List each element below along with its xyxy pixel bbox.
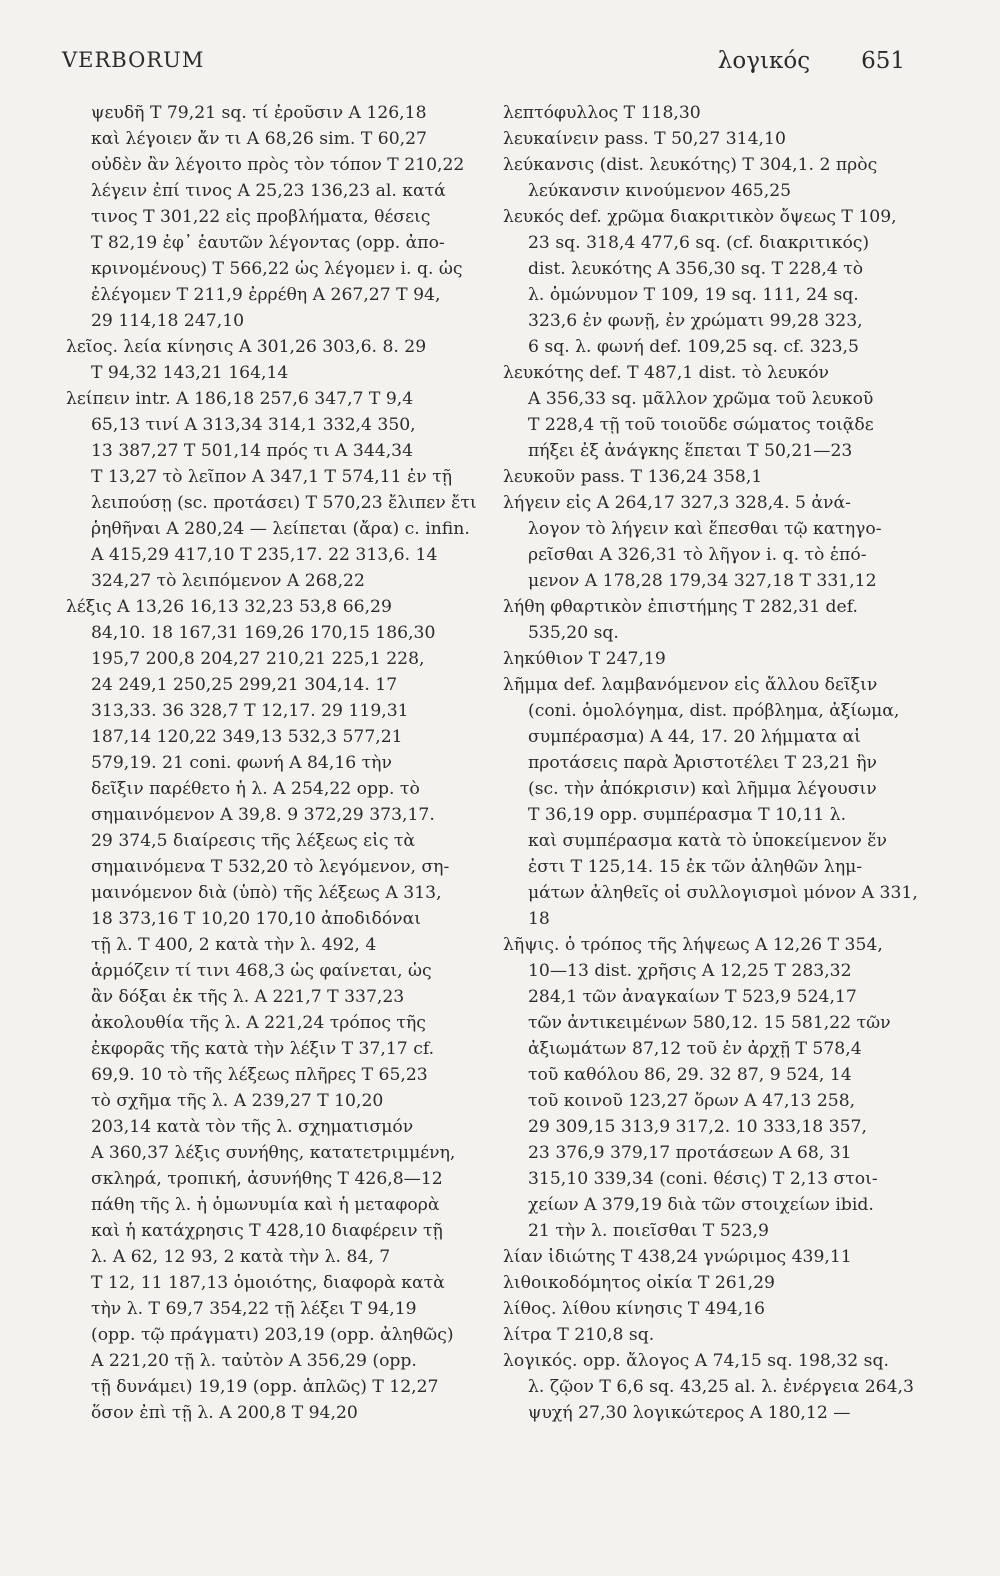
entry-continuation-line: 323,6 ἐν φωνῇ, ἐν χρώματι 99,28 323, [528, 311, 863, 331]
entry-continuation-line: ρεῖσθαι Α 326,31 τὸ λῆγον i. q. τὸ ἑπό- [528, 545, 867, 565]
entry-continuation-line: 69,9. 10 τὸ τῆς λέξεως πλῆρες Τ 65,23 [91, 1065, 428, 1085]
entry-continuation-line: Τ 94,32 143,21 164,14 [91, 363, 289, 383]
entry-continuation-line: ἐλέγομεν Τ 211,9 ἐρρέθη Α 267,27 Τ 94, [91, 285, 441, 305]
entry-continuation-line: δεῖξιν παρέθετο ἡ λ. Α 254,22 opp. τὸ [91, 779, 420, 799]
entry-continuation-line: 313,33. 36 328,7 Τ 12,17. 29 119,31 [91, 701, 409, 721]
entry-continuation-line: τὸ σχῆμα τῆς λ. Α 239,27 Τ 10,20 [91, 1091, 384, 1111]
entry-continuation-line: πήξει ἐξ ἀνάγκης ἕπεται Τ 50,21—23 [528, 441, 853, 461]
entry-continuation-line: 284,1 τῶν ἀναγκαίων Τ 523,9 524,17 [528, 987, 857, 1007]
entry-continuation-line: ψυχή 27,30 λογικώτερος Α 180,12 — [528, 1403, 851, 1423]
entry-continuation-line: Τ 36,19 opp. συμπέρασμα Τ 10,11 λ. [528, 805, 847, 825]
entry-continuation-line: τοῦ καθόλου 86, 29. 32 87, 9 524, 14 [528, 1065, 852, 1085]
entry-headword-line: λίτρα Τ 210,8 sq. [503, 1325, 655, 1345]
entry-continuation-line: τὴν λ. Τ 69,7 354,22 τῇ λέξει Τ 94,19 [91, 1299, 417, 1319]
entry-continuation-line: 13 387,27 Τ 501,14 πρός τι Α 344,34 [91, 441, 414, 461]
entry-continuation-line: 203,14 κατὰ τὸν τῆς λ. σχηματισμόν [91, 1117, 414, 1137]
entry-continuation-line: ῥηθῆναι Α 280,24 — λείπεται (ἄρα) c. infin. [91, 519, 470, 539]
entry-headword-line: λευκότης def. Τ 487,1 dist. τὸ λευκόν [503, 363, 829, 383]
entry-continuation-line: λ. Α 62, 12 93, 2 κατὰ τὴν λ. 84, 7 [91, 1247, 391, 1267]
entry-continuation-line: οὐδὲν ἂν λέγοιτο πρὸς τὸν τόπον Τ 210,22 [91, 155, 465, 175]
entry-continuation-line: (sc. τὴν ἀπόκρισιν) καὶ λῆμμα λέγουσιν [528, 779, 877, 799]
entry-continuation-line: 29 114,18 247,10 [91, 311, 245, 331]
page-number: 651 [861, 48, 905, 74]
entry-continuation-line: 29 374,5 διαίρεσις τῆς λέξεως εἰς τὰ [91, 831, 416, 851]
entry-continuation-line: τινος Τ 301,22 εἰς προβλήματα, θέσεις [91, 207, 431, 227]
entry-continuation-line: 18 373,16 Τ 10,20 170,10 ἀποδιδόναι [91, 909, 421, 929]
left-column [66, 100, 478, 1426]
running-head-right [718, 48, 905, 74]
entry-continuation-line: 10—13 dist. χρῆσις Α 12,25 Τ 283,32 [528, 961, 852, 981]
entry-continuation-line: Α 356,33 sq. μᾶλλον χρῶμα τοῦ λευκοῦ [528, 389, 874, 409]
entry-continuation-line: μάτων ἀληθεῖς οἱ συλλογισμοὶ μόνον Α 331, [528, 883, 918, 903]
entry-continuation-line: Τ 12, 11 187,13 ὁμοιότης, διαφορὰ κατὰ [91, 1273, 445, 1293]
entry-continuation-line: καὶ συμπέρασμα κατὰ τὸ ὑποκείμενον ἕν [528, 831, 887, 851]
entry-headword-line: λέξις Α 13,26 16,13 32,23 53,8 66,29 [66, 597, 392, 617]
entry-headword-line: λευκαίνειν pass. Τ 50,27 314,10 [503, 129, 786, 149]
entry-continuation-line: Α 360,37 λέξις συνήθης, κατατετριμμένη, [91, 1143, 456, 1163]
entry-continuation-line: πάθη τῆς λ. ἡ ὁμωνυμία καὶ ἡ μεταφορὰ [91, 1195, 440, 1215]
entry-continuation-line: 84,10. 18 167,31 169,26 170,15 186,30 [91, 623, 436, 643]
entry-continuation-line: dist. λευκότης Α 356,30 sq. Τ 228,4 τὸ [528, 259, 864, 279]
entry-continuation-line: τῶν ἀντικειμένων 580,12. 15 581,22 τῶν [528, 1013, 891, 1033]
entry-headword-line: λίθος. λίθου κίνησις Τ 494,16 [503, 1299, 765, 1319]
entry-continuation-line: Τ 228,4 τῇ τοῦ τοιοῦδε σώματος τοιᾷδε [528, 415, 874, 435]
entry-continuation-line: ἀκολουθία τῆς λ. Α 221,24 τρόπος τῆς [91, 1013, 426, 1033]
entry-headword-line: λεύκανσις (dist. λευκότης) Τ 304,1. 2 πρὸς [503, 155, 878, 175]
entry-headword-line: ληκύθιον Τ 247,19 [503, 649, 666, 669]
entry-headword-line: λήθη φθαρτικὸν ἐπιστήμης Τ 282,31 def. [503, 597, 858, 617]
entry-continuation-line: λεύκανσιν κινούμενον 465,25 [528, 181, 792, 201]
entry-continuation-line: 65,13 τινί Α 313,34 314,1 332,4 350, [91, 415, 416, 435]
entry-continuation-line: σκληρά, τροπική, ἀσυνήθης Τ 426,8—12 [91, 1169, 443, 1189]
entry-continuation-line: 315,10 339,34 (coni. θέσις) Τ 2,13 στοι- [528, 1169, 878, 1189]
entry-headword-line: λῆψις. ὁ τρόπος τῆς λήψεως Α 12,26 Τ 354, [503, 935, 883, 955]
entry-continuation-line: Τ 82,19 ἐφ᾿ ἑαυτῶν λέγοντας (opp. ἀπο- [91, 233, 445, 253]
entry-headword-line: λήγειν εἰς Α 264,17 327,3 328,4. 5 ἀνά- [503, 493, 851, 513]
entry-continuation-line: τοῦ κοινοῦ 123,27 ὅρων Α 47,13 258, [528, 1091, 856, 1111]
right-column [503, 100, 918, 1426]
entry-continuation-line: λ. ζῷον Τ 6,6 sq. 43,25 al. λ. ἐνέργεια 264,3 [528, 1377, 914, 1397]
entry-continuation-line: τῇ λ. Τ 400, 2 κατὰ τὴν λ. 492, 4 [91, 935, 377, 955]
entry-continuation-line: 21 τὴν λ. ποιεῖσθαι Τ 523,9 [528, 1221, 769, 1241]
entry-continuation-line: 6 sq. λ. φωνή def. 109,25 sq. cf. 323,5 [528, 337, 859, 357]
entry-continuation-line: Α 221,20 τῇ λ. ταὐτὸν Α 356,29 (opp. [91, 1351, 417, 1371]
entry-continuation-line: λειπούσῃ (sc. προτάσει) Τ 570,23 ἔλιπεν ἔτι [91, 493, 477, 513]
running-head-left: VERBORUM [62, 48, 205, 72]
running-headword: λογικός [717, 48, 811, 74]
entry-continuation-line: ψευδῆ Τ 79,21 sq. τί ἐροῦσιν Α 126,18 [91, 103, 427, 123]
entry-continuation-line: ὅσον ἐπὶ τῇ λ. Α 200,8 Τ 94,20 [91, 1403, 358, 1423]
entry-headword-line: λεῖος. λεία κίνησις Α 301,26 303,6. 8. 29 [66, 337, 427, 357]
entry-headword-line: λῆμμα def. λαμβανόμενον εἰς ἄλλου δεῖξιν [503, 675, 878, 695]
entry-continuation-line: προτάσεις παρὰ Ἀριστοτέλει Τ 23,21 ἣν [528, 753, 878, 773]
entry-continuation-line: ἁρμόζειν τί τινι 468,3 ὡς φαίνεται, ὡς [91, 961, 432, 981]
entry-headword-line: λογικός. opp. ἄλογος Α 74,15 sq. 198,32 sq. [503, 1351, 889, 1371]
entry-continuation-line: λ. ὁμώνυμον Τ 109, 19 sq. 111, 24 sq. [528, 285, 859, 305]
entry-headword-line: λευκοῦν pass. Τ 136,24 358,1 [503, 467, 763, 487]
entry-continuation-line: τῇ δυνάμει) 19,19 (opp. ἁπλῶς) Τ 12,27 [91, 1377, 439, 1397]
entry-continuation-line: 23 sq. 318,4 477,6 sq. (cf. διακριτικός) [528, 233, 870, 253]
entry-continuation-line: καὶ ἡ κατάχρησις Τ 428,10 διαφέρειν τῇ [91, 1221, 443, 1241]
entry-continuation-line: μενον Α 178,28 179,34 327,18 Τ 331,12 [528, 571, 877, 591]
entry-headword-line: λίαν ἰδιώτης Τ 438,24 γνώριμος 439,11 [503, 1247, 852, 1267]
entry-headword-line: λευκός def. χρῶμα διακριτικὸν ὄψεως Τ 109, [503, 207, 897, 227]
entry-continuation-line: 579,19. 21 coni. φωνή Α 84,16 τὴν [91, 753, 392, 773]
entry-continuation-line: σημαινόμενα Τ 532,20 τὸ λεγόμενον, ση- [91, 857, 450, 877]
entry-continuation-line: ἐστι Τ 125,14. 15 ἐκ τῶν ἀληθῶν λημ- [528, 857, 863, 877]
entry-continuation-line: 324,27 τὸ λειπόμενον Α 268,22 [91, 571, 365, 591]
entry-continuation-line: 18 [528, 909, 550, 929]
entry-continuation-line: ἂν δόξαι ἐκ τῆς λ. Α 221,7 Τ 337,23 [91, 987, 405, 1007]
entry-continuation-line: κρινομένους) Τ 566,22 ὡς λέγομεν i. q. ὡς [91, 259, 463, 279]
entry-continuation-line: λέγειν ἐπί τινος Α 25,23 136,23 al. κατά [91, 181, 446, 201]
entry-continuation-line: 195,7 200,8 204,27 210,21 225,1 228, [91, 649, 425, 669]
entry-continuation-line: 23 376,9 379,17 προτάσεων Α 68, 31 [528, 1143, 852, 1163]
entry-continuation-line: 24 249,1 250,25 299,21 304,14. 17 [91, 675, 398, 695]
entry-continuation-line: σημαινόμενον Α 39,8. 9 372,29 373,17. [91, 805, 435, 825]
entry-continuation-line: (opp. τῷ πράγματι) 203,19 (opp. ἀληθῶς) [91, 1325, 454, 1345]
entry-continuation-line: ἀξιωμάτων 87,12 τοῦ ἐν ἀρχῇ Τ 578,4 [528, 1039, 862, 1059]
entry-continuation-line: (coni. ὁμολόγημα, dist. πρόβλημα, ἀξίωμα, [528, 701, 900, 721]
entry-headword-line: λιθοικοδόμητος οἰκία Τ 261,29 [503, 1273, 775, 1293]
entry-continuation-line: καὶ λέγοιεν ἄν τι Α 68,26 sim. Τ 60,27 [91, 129, 427, 149]
entry-continuation-line: μαινόμενον διὰ (ὑπὸ) τῆς λέξεως Α 313, [91, 883, 442, 903]
entry-continuation-line: 535,20 sq. [528, 623, 619, 643]
entry-headword-line: λεπτόφυλλος Τ 118,30 [503, 103, 701, 123]
entry-continuation-line: 187,14 120,22 349,13 532,3 577,21 [91, 727, 403, 747]
entry-continuation-line: Τ 13,27 τὸ λεῖπον Α 347,1 Τ 574,11 ἐν τῇ [91, 467, 453, 487]
entry-continuation-line: ἐκφορᾶς τῆς κατὰ τὴν λέξιν Τ 37,17 cf. [91, 1039, 435, 1059]
entry-headword-line: λείπειν intr. Α 186,18 257,6 347,7 Τ 9,4 [66, 389, 414, 409]
entry-continuation-line: Α 415,29 417,10 Τ 235,17. 22 313,6. 14 [91, 545, 438, 565]
page-header [62, 44, 905, 84]
entry-continuation-line: χείων Α 379,19 διὰ τῶν στοιχείων ibid. [528, 1195, 874, 1215]
entry-continuation-line: 29 309,15 313,9 317,2. 10 333,18 357, [528, 1117, 867, 1137]
entry-continuation-line: συμπέρασμα) Α 44, 17. 20 λήμματα αἱ [528, 727, 861, 747]
entry-continuation-line: λογον τὸ λήγειν καὶ ἕπεσθαι τῷ κατηγο- [528, 519, 882, 539]
